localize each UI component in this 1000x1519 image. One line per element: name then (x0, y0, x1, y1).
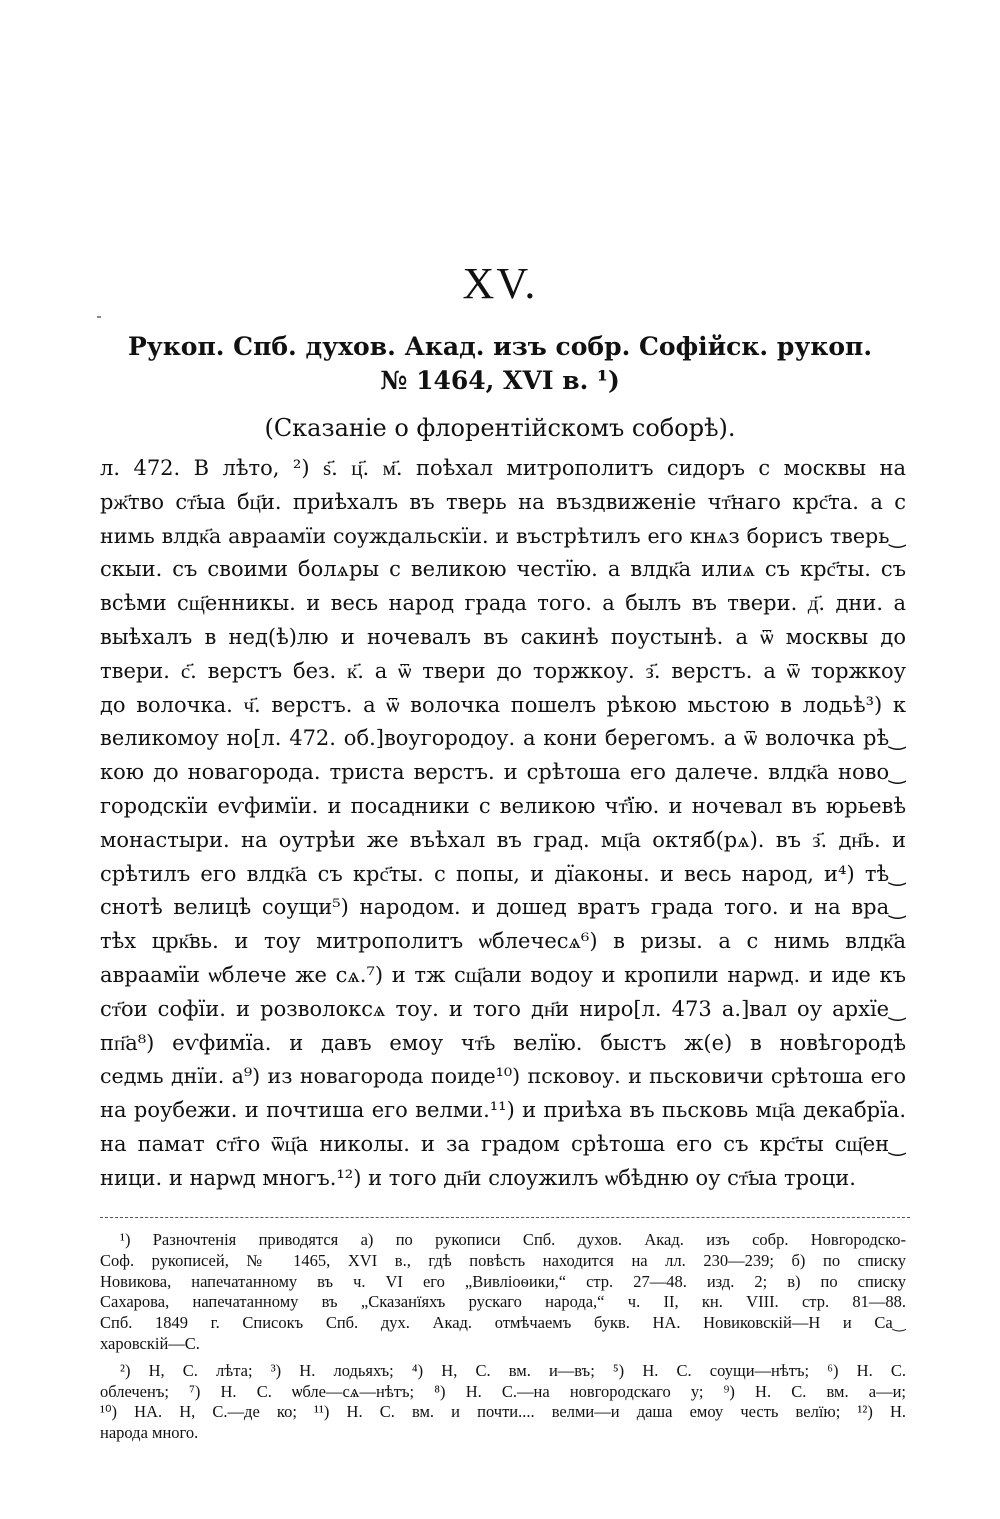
footnote-line: ¹⁰) НА. Н, С.—де ко; ¹¹) Н. С. вм. и почти.... велми—и даша емоу честь велїю; ¹²) Н. (100, 1402, 906, 1422)
body-line: ст҃ои софїи. и розволоксѧ тоу. и того дн҃и ниро[л. 473 а.]вал оу архїе‿ (100, 996, 906, 1021)
body-line: на памат ст҃го ѿц҃а николы. и за градом срѣтоша его съ крс҃ты сщ҃ен‿ (100, 1131, 906, 1156)
footnote-line: харовскій—С. (100, 1333, 200, 1353)
body-line: выѣхалъ в нед(ѣ)лю и ночевалъ въ сакинѣ поустынѣ. а ѿ москвы до (100, 624, 906, 649)
footnote-line: ¹) Разночтенія приводятся а) по рукописи Спб. духов. Акад. изъ собр. Новгородско- (120, 1230, 906, 1249)
body-line: скыи. съ своими болѧры с великою честїю. а влдк҃а илиѧ съ крс҃ты. съ (100, 557, 906, 582)
footnote-rule (100, 1217, 910, 1218)
body-line: кою до новагорода. триста верстъ. и срѣтоша его далече. влдк҃а ново‿ (100, 760, 906, 785)
chapter-numeral: XV. (462, 259, 538, 308)
footnote-line: Новикова, напечатанному въ ч. VI его „Вивліоѳики,“ стр. 27—48. изд. 2; в) по списку (100, 1271, 906, 1291)
heading-line: Рукоп. Спб. духов. Акад. изъ собр. Софійск. рукоп. (127, 332, 873, 361)
body-line: всѣми сщ҃енникы. и весь народ града того. а былъ въ твери. д҃. дни. а (100, 591, 906, 616)
manuscript-heading (100, 330, 900, 398)
body-line: срѣтилъ его влдк҃а съ крс҃ты. с попы, и дїаконы. и весь народ, и⁴) тѣ‿ (100, 861, 906, 886)
footnote-line: Сахарова, напечатанному въ „Сказанїяхъ рускаго народа,“ ч. II, кн. VIII. стр. 81—88. (100, 1292, 906, 1312)
footnote-line: Соф. рукописей, № 1465, XVI в., гдѣ повѣсть находится на лл. 230—239; б) по списку (100, 1250, 906, 1270)
body-line: тѣх црк҃вь. и тоу митрополитъ ѡблечесѧ⁶) в ризы. а с нимь влдк҃а (100, 929, 906, 954)
body-line: рж҃тво ст҃ыа бц҃и. приѣхалъ въ тверь на въздвиженіе чт҃наго крс҃та. а с (100, 489, 906, 514)
footnote-line: Спб. 1849 г. Списокъ Спб. дух. Акад. отмѣчаемъ букв. НА. Новиковскій—Н и Са‿ (100, 1313, 906, 1333)
body-line: великомоу но[л. 472. об.]воугородоу. а кони берегомъ. а ѿ волочка рѣ‿ (100, 726, 906, 751)
body-line: на роубежи. и почтиша его велми.¹¹) и приѣха въ пьсковь мц҃а декабрїа. (100, 1098, 906, 1123)
body-line: ници. и нарѡд многъ.¹²) и того дн҃и слоужилъ ѡбѣдню оу ст҃ыа троци. (100, 1165, 856, 1190)
body-line: пп҃а⁸) еѵфимїа. и давъ емоу чт҃ь велїю. быстъ ж(е) в новѣгородѣ (100, 1030, 906, 1055)
body-line: до волочка. ч҃. верстъ. а ѿ волочка пошелъ рѣкою мьстою в лодьѣ³) к (100, 692, 906, 717)
body-line: городскїи еѵфимїи. и посадники с великою чт҃їю. и ночевал въ юрьевѣ (100, 793, 906, 818)
body-line: твери. с҃. верстъ без. к҃. а ѿ твери до торжкоу. з҃. верстъ. а ѿ торжкоу (100, 658, 906, 683)
footnote-line: народа много. (100, 1423, 199, 1443)
footnote-line: облеченъ; ⁷) Н. С. ѡбле—сѧ—нѣтъ; ⁸) Н. С.—на новгородскаго у; ⁹) Н. С. вм. а—и; (100, 1381, 906, 1401)
body-line: седмь днїи. а⁹) из новагорода поиде¹⁰) псковоу. и пьсковичи срѣтоша его (100, 1064, 906, 1089)
body-line: монастыри. на оутрѣи же въѣхал въ град. мц҃а октяб(рѧ). въ з҃. дн҃ь. и (100, 827, 906, 852)
body-line: л. 472. В лѣто, ²) ѕ҃. ц҃. м҃. поѣхал митрополитъ сидоръ с москвы на (100, 456, 906, 480)
heading-line: № 1464, XVI в. ¹) (380, 366, 620, 395)
margin-mark (97, 316, 101, 318)
body-line: авраамїи ѡблече же сѧ.⁷) и тж сщ҃али водоу и кропили нарѡд. и иде къ (100, 962, 906, 987)
body-text (100, 452, 906, 1196)
section-subtitle: (Сказаніе о флорентійскомъ соборѣ). (264, 414, 736, 442)
body-line: снотѣ велицѣ соущи⁵) народом. и дошед вратъ града того. и на вра‿ (100, 895, 906, 920)
body-line: нимь влдк҃а авраамїи соуждальскїи. и въстрѣтилъ его кнѧз борисъ тверь‿ (100, 523, 906, 548)
footnotes (100, 1230, 906, 1444)
footnote-line: ²) Н, С. лѣта; ³) Н. лодьяхъ; ⁴) Н, С. вм. и—въ; ⁵) Н. С. соущи—нѣтъ; ⁶) Н. С. (120, 1360, 906, 1380)
